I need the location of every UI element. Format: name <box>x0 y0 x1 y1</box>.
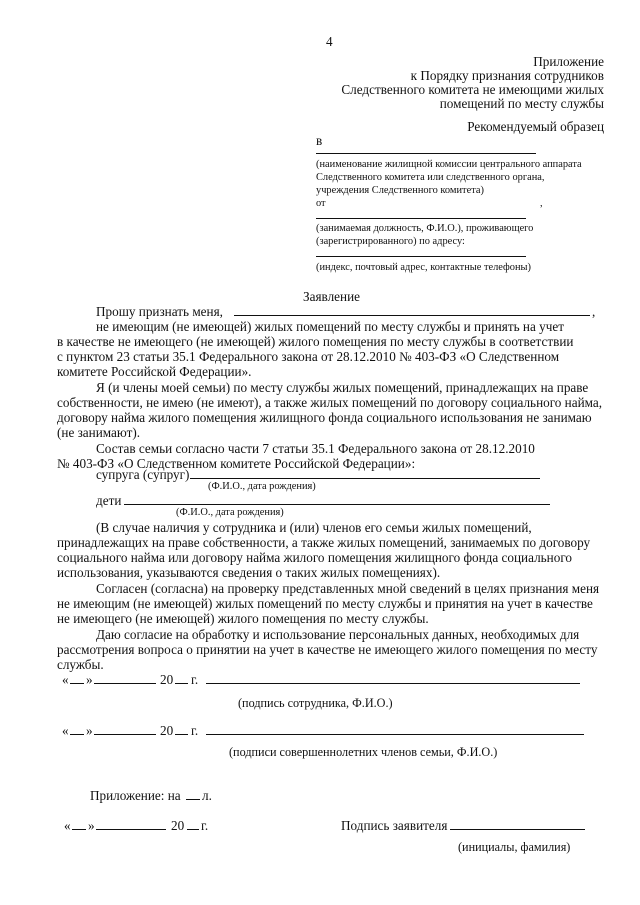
year-prefix-2: 20 <box>160 723 174 738</box>
spouse-note: (Ф.И.О., дата рождения) <box>208 481 316 492</box>
date-open-3: « <box>64 818 71 833</box>
month-line-2 <box>94 734 156 735</box>
month-line-3 <box>96 829 166 830</box>
employee-signature-line <box>206 683 580 684</box>
request-comma: , <box>592 304 596 319</box>
p2-line-4: (не занимают). <box>57 425 141 440</box>
year-suffix-1: г. <box>191 672 199 687</box>
date-open-2: « <box>62 723 69 738</box>
year-suffix-3: г. <box>201 818 209 833</box>
year-line-1 <box>175 683 188 684</box>
children-line <box>124 504 550 505</box>
commission-line <box>316 153 536 154</box>
family-signature-line <box>206 734 584 735</box>
address-note: (индекс, почтовый адрес, контактные телефоны) <box>316 262 531 273</box>
commission-note-2: Следственного комитета или следственного органа, <box>316 172 545 183</box>
spouse-label: супруга (супруг) <box>96 467 190 482</box>
commission-note-1: (наименование жилищной комиссии центрального аппарата <box>316 159 582 170</box>
request-line-4: комитете Российской Федерации». <box>57 364 252 379</box>
date-close-2: » <box>86 723 93 738</box>
document-title: Заявление <box>303 289 360 304</box>
p3-line-2: № 403-ФЗ «О Следственном комитете Российской Федерации»: <box>57 456 416 471</box>
day-line-3 <box>72 829 86 830</box>
p5-line-1: Согласен (согласна) на проверку представленных мной сведений в целях признания меня <box>96 581 600 596</box>
p6-line-2: рассмотрения вопроса о принятии на учет в качестве не имеющего жилого помещения по месту <box>57 642 598 657</box>
employee-signature-note: (подпись сотрудника, Ф.И.О.) <box>238 696 393 710</box>
day-line-2 <box>70 734 84 735</box>
p5-line-2: не имеющим (не имеющей) жилых помещений по месту службы и принятия на учет в качестве <box>57 596 593 611</box>
year-prefix-1: 20 <box>160 672 174 687</box>
from-prefix: от <box>316 198 326 209</box>
spouse-line <box>190 478 540 479</box>
attachment-suffix: л. <box>202 788 212 803</box>
p4-line-3: социального найма или договору найма жилого помещения жилищного фонда социального <box>57 550 572 565</box>
request-name-line <box>234 315 590 316</box>
applicant-signature-line <box>450 829 585 830</box>
family-signature-note: (подписи совершеннолетних членов семьи, Ф.И.О.) <box>229 745 498 759</box>
children-label: дети <box>96 493 122 508</box>
position-note-1: (занимаемая должность, Ф.И.О.), проживающего <box>316 223 534 234</box>
p2-line-1: Я (и члены моей семьи) по месту службы жилых помещений, принадлежащих на праве <box>96 380 589 395</box>
p3-line-1: Состав семьи согласно части 7 статьи 35.1 Федерального закона от 28.12.2010 <box>96 441 535 456</box>
request-prefix: Прошу признать меня, <box>96 304 223 319</box>
position-note-2: (зарегистрированного) по адресу: <box>316 236 465 247</box>
p4-line-4: использования, указываются сведения о таких жилых помещениях). <box>57 565 441 580</box>
date-open-1: « <box>62 672 69 687</box>
p2-line-3: договору найма жилого помещения жилищного фонда социального использования не занимаю <box>57 410 592 425</box>
address-line <box>316 256 526 257</box>
p6-line-3: службы. <box>57 657 104 672</box>
date-close-3: » <box>88 818 95 833</box>
applicant-signature-note: (инициалы, фамилия) <box>458 840 571 854</box>
applicant-signature-label: Подпись заявителя <box>341 818 448 833</box>
header-line-2: к Порядку признания сотрудников <box>410 68 604 83</box>
year-line-3 <box>187 829 199 830</box>
to-prefix: в <box>316 133 323 148</box>
p5-line-3: не имеющего (не имеющей) жилого помещения по месту службы. <box>57 611 429 626</box>
p6-line-1: Даю согласие на обработку и использование персональных данных, необходимых для <box>96 627 580 642</box>
from-comma: , <box>540 198 543 209</box>
children-note: (Ф.И.О., дата рождения) <box>176 507 284 518</box>
day-line-1 <box>70 683 84 684</box>
header-line-4: помещений по месту службы <box>439 96 604 111</box>
page-number: 4 <box>326 34 333 49</box>
header-line-1: Приложение <box>533 54 604 69</box>
sample-label: Рекомендуемый образец <box>467 119 604 134</box>
position-line <box>316 218 526 219</box>
date-close-1: » <box>86 672 93 687</box>
month-line-1 <box>94 683 156 684</box>
request-line-3: с пунктом 23 статьи 35.1 Федерального закона от 28.12.2010 № 403-ФЗ «О Следственном <box>57 349 560 364</box>
commission-note-3: учреждения Следственного комитета) <box>316 185 484 196</box>
p4-line-1: (В случае наличия у сотрудника и (или) членов его семьи жилых помещений, <box>96 520 532 535</box>
attachment-prefix: Приложение: на <box>90 788 181 803</box>
year-suffix-2: г. <box>191 723 199 738</box>
attachment-pages-line <box>186 799 200 800</box>
header-line-3: Следственного комитета не имеющими жилых <box>341 82 604 97</box>
year-prefix-3: 20 <box>171 818 185 833</box>
request-line-1: не имеющим (не имеющей) жилых помещений по месту службы и принять на учет <box>96 319 564 334</box>
request-line-2: в качестве не имеющего (не имеющей) жилого помещения по месту службы в соответствии <box>57 334 574 349</box>
year-line-2 <box>175 734 188 735</box>
p4-line-2: принадлежащих на праве собственности, а также жилых помещений, занимаемых по договору <box>57 535 591 550</box>
p2-line-2: собственности, не имею (не имеют), а также жилых помещений по договору социального найма, <box>57 395 603 410</box>
